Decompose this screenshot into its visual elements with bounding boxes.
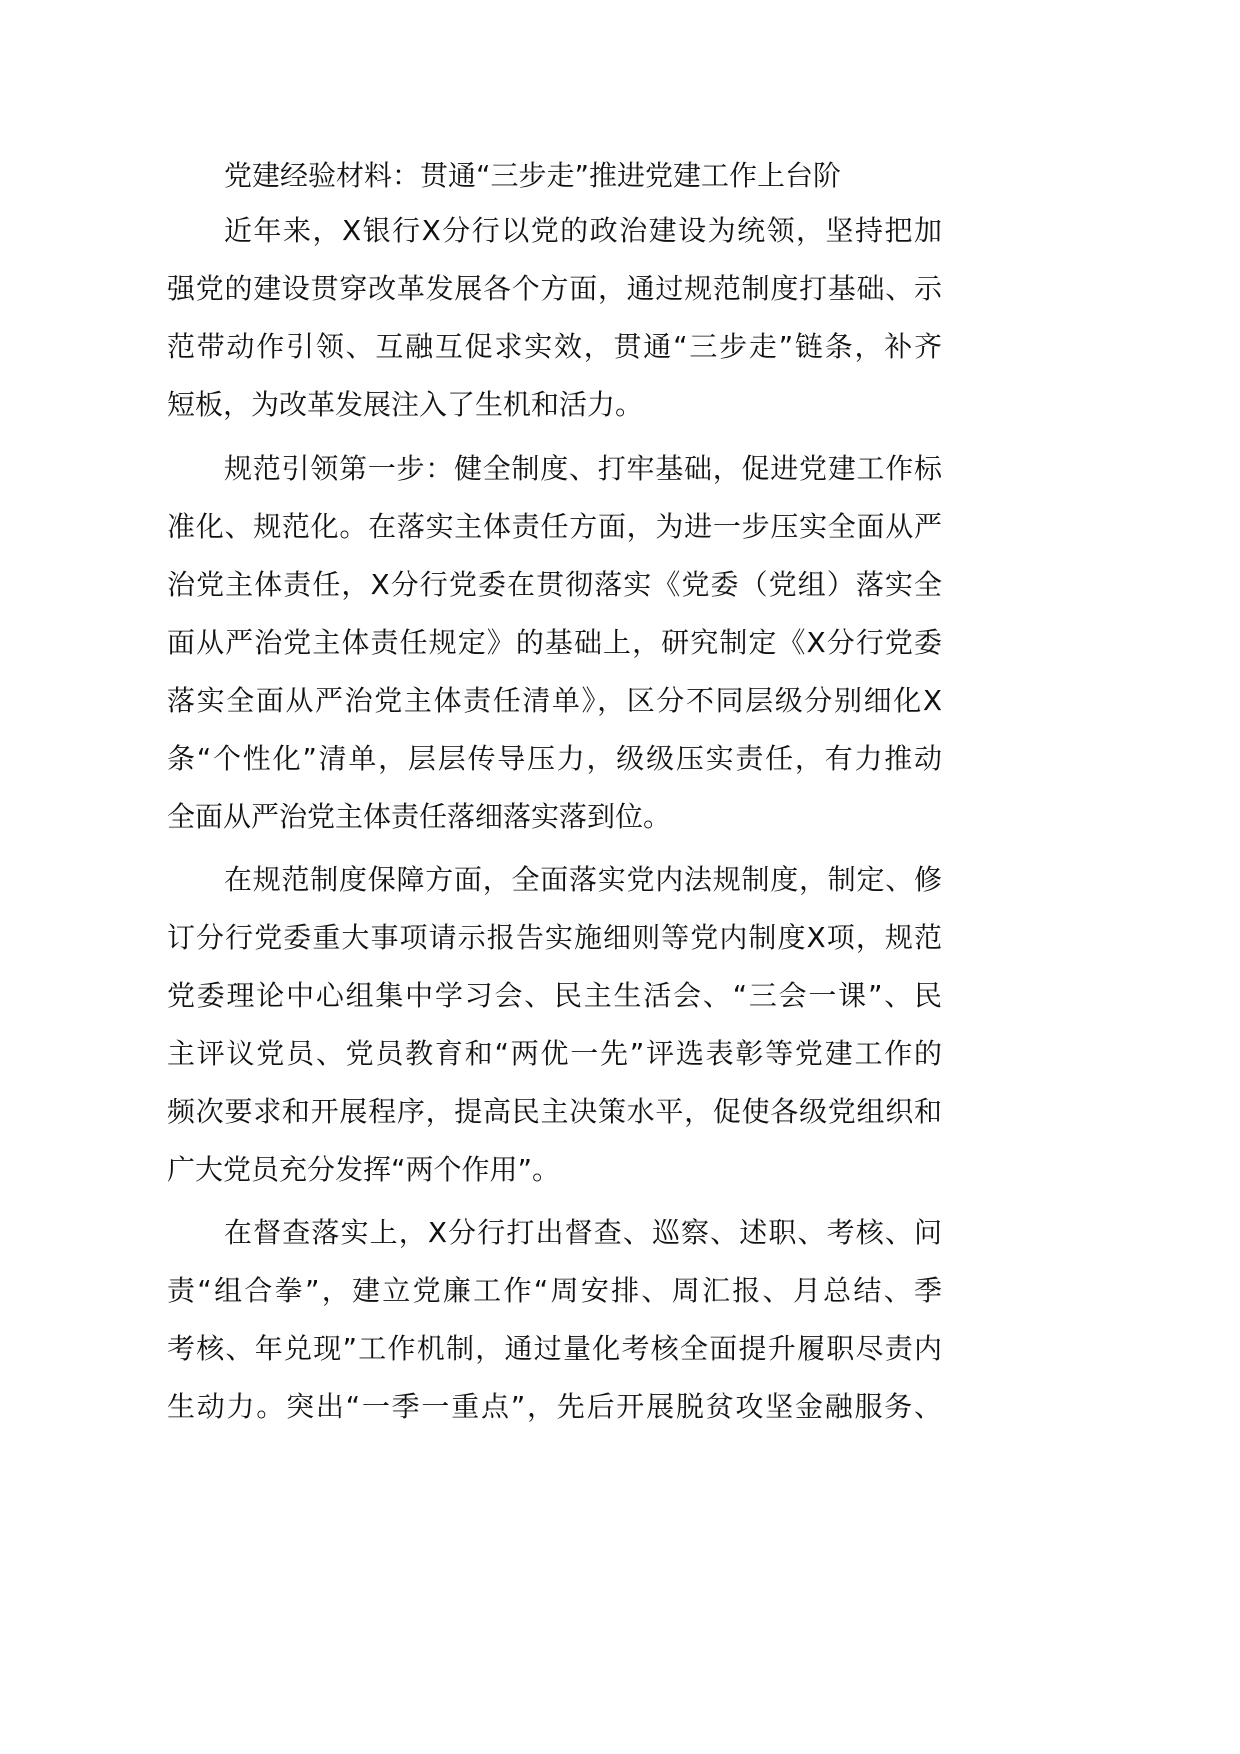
text-line: 面从严治党主体责任规定》的基础上，研究制定《X分行党委 [167, 626, 942, 659]
text-line: 准化、规范化。在落实主体责任方面，为进一步压实全面从严 [167, 510, 942, 543]
paragraph-intro [167, 202, 942, 434]
text-line: 在规范制度保障方面，全面落实党内法规制度，制定、修 [224, 863, 942, 896]
text-line: 强党的建设贯穿改革发展各个方面，通过规范制度打基础、示 [167, 272, 942, 305]
text-line: 近年来，X银行X分行以党的政治建设为统领，坚持把加 [224, 214, 942, 247]
paragraph-step-one [167, 440, 942, 846]
paragraph-supervision [167, 1204, 942, 1436]
text-line: 在督查落实上，X分行打出督查、巡察、述职、考核、问 [224, 1216, 942, 1249]
document-title: 党建经验材料：贯通“三步走”推进党建工作上台阶 [224, 159, 842, 192]
text-line: 生动力。突出“一季一重点”，先后开展脱贫攻坚金融服务、 [167, 1390, 942, 1423]
text-line: 频次要求和开展程序，提高民主决策水平，促使各级党组织和 [167, 1095, 942, 1128]
text-line: 落实全面从严治党主体责任清单》，区分不同层级分别细化X [167, 684, 942, 717]
text-line: 考核、年兑现”工作机制，通过量化考核全面提升履职尽责内 [167, 1332, 942, 1365]
text-line: 规范引领第一步：健全制度、打牢基础，促进党建工作标 [224, 452, 942, 485]
text-line: 范带动作引领、互融互促求实效，贯通“三步走”链条，补齐 [167, 330, 942, 363]
text-line: 广大党员充分发挥“两个作用”。 [167, 1153, 561, 1186]
text-line: 治党主体责任，X分行党委在贯彻落实《党委（党组）落实全 [167, 568, 942, 601]
text-line: 短板，为改革发展注入了生机和活力。 [167, 388, 644, 421]
text-line: 订分行党委重大事项请示报告实施细则等党内制度X项，规范 [167, 921, 942, 954]
text-line: 主评议党员、党员教育和“两优一先”评选表彰等党建工作的 [167, 1037, 942, 1070]
text-line: 党委理论中心组集中学习会、民主生活会、“三会一课”、民 [167, 979, 942, 1012]
text-line: 条“个性化”清单，层层传导压力，级级压实责任，有力推动 [167, 742, 942, 775]
text-line: 全面从严治党主体责任落细落实落到位。 [167, 800, 672, 833]
text-line: 责“组合拳”，建立党廉工作“周安排、周汇报、月总结、季 [167, 1274, 942, 1307]
paragraph-institutional-guarantee [167, 851, 942, 1199]
document-body [167, 150, 942, 1436]
